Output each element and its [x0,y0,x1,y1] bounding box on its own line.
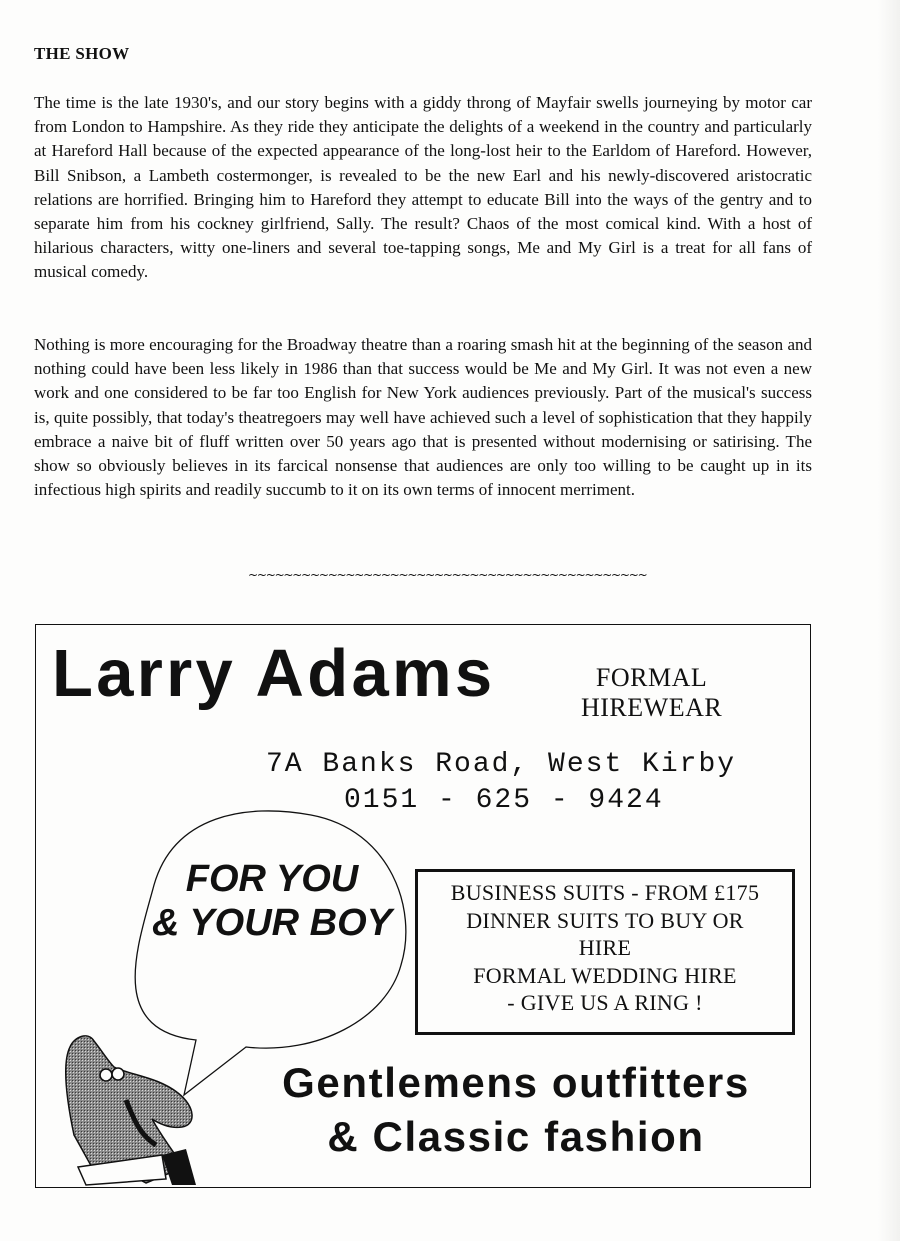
speech-bubble-text [152,857,392,945]
page-edge-shadow [878,0,900,1241]
bubble-line-2: & YOUR BOY [152,902,393,944]
article-paragraph-1: The time is the late 1930's, and our story begins with a giddy throng of Mayfair swells journeying by motor car from London to Hampshire. As they ride they anticipate the delights of a weekend in the country and particularly at Hareford Hall because of the expected appearance of the long-lost heir to the Earldom of Hareford. However, Bill Snibson, a Lambeth costermonger, is revealed to be the new Earl and his newly-discovered aristocratic relations are horrified. Bringing him to Hareford they attempt to educate Bill into the ways of the gentry and to separate him from his cockney girlfriend, Sally. The result? Chaos of the most comical kind. With a host of hilarious characters, witty one-liners and several toe-tapping songs, Me and My Girl is a treat for all fans of musical comedy. [34,93,812,282]
service-line: - GIVE US A RING ! [507,990,703,1015]
phone-number: 0151 - 625 - 9424 [344,785,664,816]
article-heading: THE SHOW [34,44,130,63]
category-line-1: FORMAL [595,663,708,692]
tilde-divider: ~~~~~~~~~~~~~~~~~~~~~~~~~~~~~~~~~~~~~~~~~~~~~ [248,568,647,582]
bubble-line-1: FOR YOU [185,858,359,900]
business-category [581,663,722,723]
tagline-line-1: Gentlemens outfitters [282,1059,750,1106]
service-line: HIRE [578,935,632,960]
tagline [226,1056,806,1164]
business-name: Larry Adams [52,636,496,711]
address: 7A Banks Road, West Kirby [266,749,737,780]
service-line: DINNER SUITS TO BUY OR [466,907,744,933]
cartoon-man-icon [66,1036,196,1185]
speech-bubble [135,811,406,1095]
service-line: BUSINESS SUITS - FROM £175 [450,880,760,905]
tagline-line-2: & Classic fashion [327,1113,705,1160]
service-line: FORMAL WEDDING HIRE [473,962,737,988]
article-paragraph-2: Nothing is more encouraging for the Broadway theatre than a roaring smash hit at the beginning of the season and nothing could have been less likely in 1986 than that success would be Me and My Girl. It was not even a new work and one considered to be far too English for New York audiences previously. Part of the musical's success is, quite possibly, that today's theatregoers may well have achieved such a level of sophistication that they happily embrace a naive bit of fluff written over 50 years ago that is presented without modernising or satirising. The show so obviously believes in its farcical nonsense that audiences are only too willing to be caught up in its infectious high spirits and readily succumb to it on its own terms of innocent merriment. [34,335,812,500]
services-box [415,869,795,1035]
advertisement-box [35,624,811,1188]
category-line-2: HIREWEAR [581,693,723,722]
